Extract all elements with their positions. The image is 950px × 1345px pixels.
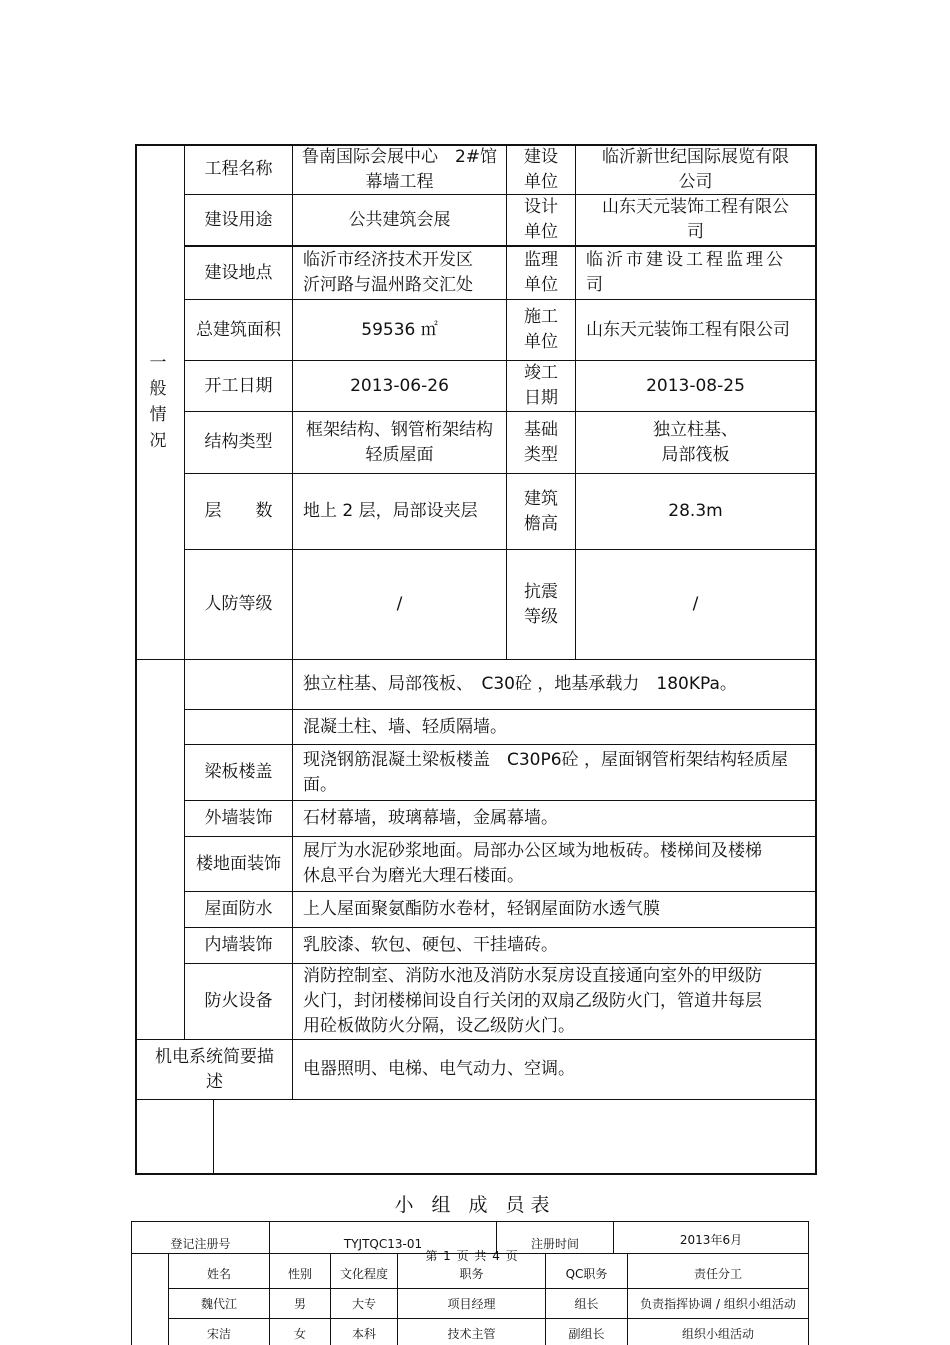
label-owner: 建设单位 (524, 146, 558, 192)
member-gender: 女 (293, 1327, 306, 1341)
label-exterior-finish: 外墙装饰 (204, 808, 273, 828)
label-civil-defense: 人防等级 (204, 594, 273, 614)
label-floor-slab: 梁板楼盖 (204, 762, 273, 782)
value-supervisor: 临沂市建设工程监理公司 (586, 250, 786, 295)
value-start-date: 2013-06-26 (350, 375, 449, 396)
value-foundation: 独立柱基、局部筏板、 C30砼 ，地基承载力 180KPa。 (303, 674, 737, 694)
member-position: 项目经理 (447, 1297, 496, 1311)
label-mep: 机电系统简要描述 (155, 1046, 274, 1092)
label-designer: 设计单位 (524, 197, 558, 242)
member-gender: 男 (293, 1297, 306, 1311)
header-qc-role: QC职务 (565, 1267, 608, 1281)
label-roof-waterproof: 屋面防水 (204, 899, 273, 919)
value-eave-height: 28.3m (668, 501, 723, 521)
member-responsibility: 负责指挥协调 / 组织小组活动 (640, 1297, 796, 1311)
member-education: 本科 (351, 1327, 376, 1341)
value-total-area: 59536 ㎡ (361, 319, 438, 340)
value-civil-defense: / (396, 594, 403, 614)
label-structure-type: 结构类型 (204, 432, 273, 452)
reg-number-value: TYJTQC13-01 (343, 1237, 423, 1251)
value-floor-slab: 现浇钢筋混凝土梁板楼盖 C30P6砼 ，屋面钢管桁架结构轻质屋面。 (303, 749, 788, 795)
label-contractor: 施工单位 (524, 307, 558, 352)
value-designer: 山东天元装饰工程有限公司 (602, 197, 789, 242)
header-education: 文化程度 (339, 1267, 388, 1281)
label-fire-equipment: 防火设备 (204, 991, 273, 1011)
header-name: 姓名 (206, 1267, 231, 1281)
value-fire-equipment: 消防控制室、消防水池及消防水泵房设直接通向室外的甲级防火门，封闭楼梯间设自行关闭的双扇乙级防火门，管道井每层用砼板做防火分隔，设乙级防火门。 (303, 966, 762, 1036)
value-location: 临沂市经济技术开发区沂河路与温州路交汇处 (303, 250, 473, 295)
label-project-name: 工程名称 (204, 159, 273, 179)
value-owner: 临沂新世纪国际展览有限公司 (602, 146, 789, 192)
label-foundation (185, 660, 292, 709)
header-position: 职务 (459, 1267, 484, 1281)
value-mep: 电器照明、电梯、电气动力、空调。 (303, 1059, 575, 1079)
label-foundation-type: 基础类型 (524, 419, 558, 465)
value-project-name: 鲁南国际会展中心 2#馆幕墙工程 (301, 146, 498, 192)
reg-time-label: 注册时间 (530, 1237, 579, 1251)
value-floor-finish: 展厅为水泥砂浆地面。局部办公区域为地板砖。楼梯间及楼梯休息平台为磨光大理石楼面。 (303, 841, 762, 886)
label-total-area: 总建筑面积 (196, 319, 281, 340)
value-main-structure: 混凝土柱、墙、轻质隔墙。 (303, 716, 507, 737)
label-eave-height: 建筑檐高 (524, 488, 558, 534)
label-end-date: 竣工日期 (524, 363, 558, 408)
label-location: 建设地点 (204, 262, 273, 283)
member-qc-role: 副组长 (568, 1327, 605, 1341)
header-gender: 性别 (287, 1267, 312, 1281)
label-start-date: 开工日期 (204, 375, 273, 396)
value-seismic-grade: / (692, 594, 699, 614)
label-supervisor: 监理单位 (524, 250, 558, 295)
value-usage: 公共建筑会展 (348, 209, 451, 230)
members-table-title: 小 组 成 员表 (394, 1194, 556, 1216)
member-name: 魏代江 (200, 1297, 237, 1311)
reg-time-value: 2013年6月 (679, 1233, 743, 1247)
member-education: 大专 (351, 1297, 376, 1311)
value-exterior-finish: 石材幕墙，玻璃幕墙，金属幕墙。 (303, 808, 558, 828)
label-interior-finish: 内墙装饰 (204, 935, 273, 955)
value-structure-type: 框架结构、钢管桁架结构轻质屋面 (306, 419, 493, 465)
value-roof-waterproof: 上人屋面聚氨酯防水卷材，轻钢屋面防水透气膜 (303, 899, 660, 919)
label-floor-finish: 楼地面装饰 (196, 853, 281, 874)
member-name: 宋洁 (206, 1327, 231, 1341)
value-interior-finish: 乳胶漆、软包、硬包、干挂墙砖。 (303, 935, 558, 955)
page-number: 第 1 页 共 4 页 (425, 1249, 519, 1263)
section-label-general: 一般情况 (149, 353, 167, 451)
label-seismic-grade: 抗震等级 (524, 581, 558, 627)
label-floors: 层 数 (204, 501, 273, 521)
member-position: 技术主管 (447, 1327, 496, 1341)
value-contractor: 山东天元装饰工程有限公司 (586, 319, 790, 340)
value-foundation-type: 独立柱基、局部筏板 (653, 419, 738, 465)
member-responsibility: 组织小组活动 (681, 1327, 754, 1341)
header-responsibility: 责任分工 (693, 1267, 742, 1281)
value-end-date: 2013-08-25 (646, 375, 745, 396)
label-main-structure (185, 710, 292, 744)
label-usage: 建设用途 (204, 209, 273, 230)
value-floors: 地上 2 层，局部设夹层 (303, 501, 478, 521)
reg-number-label: 登记注册号 (170, 1237, 231, 1251)
member-qc-role: 组长 (574, 1297, 599, 1311)
